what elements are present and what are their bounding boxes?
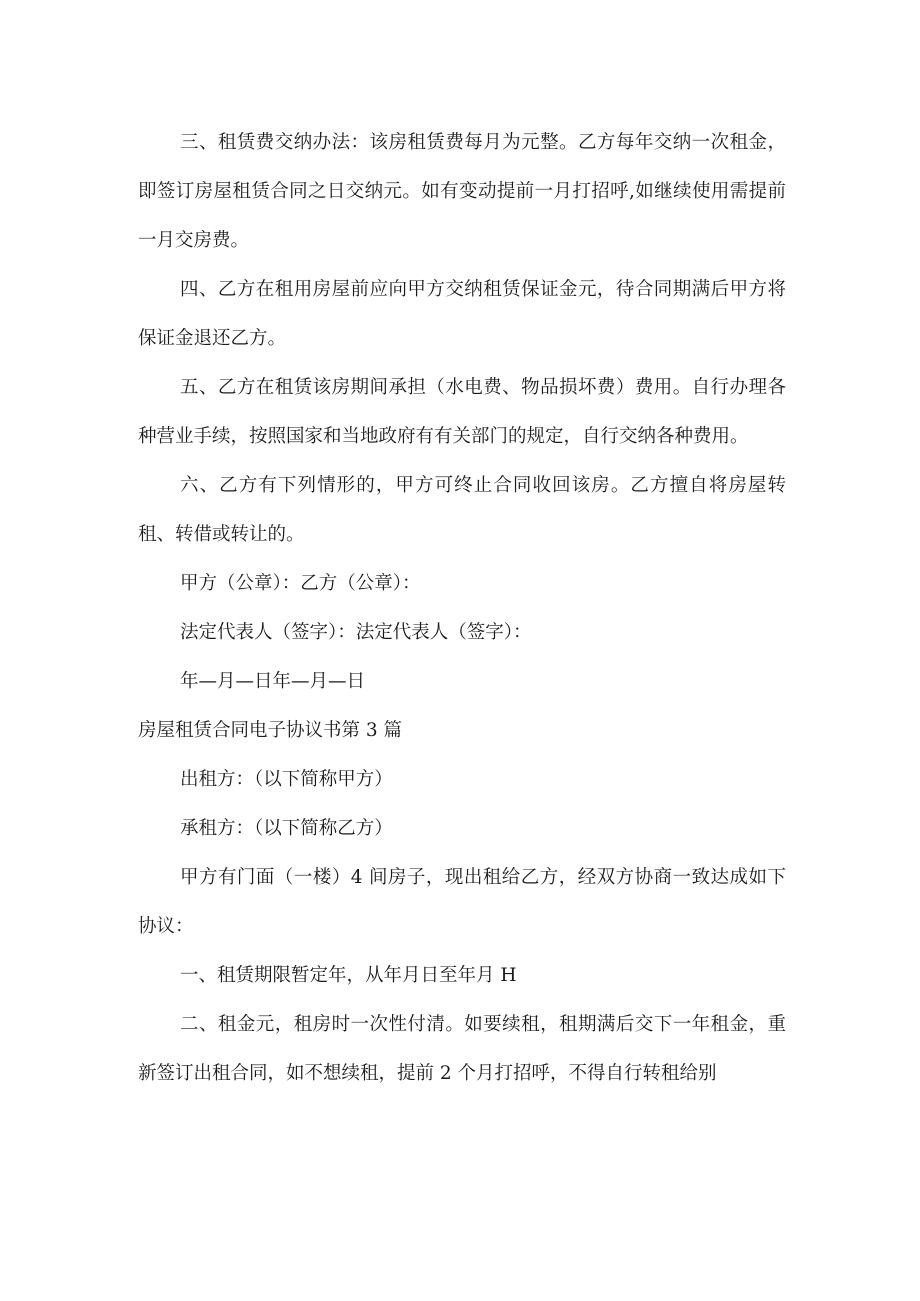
signature-representatives: 法定代表人（签字）：法定代表人（签字）：	[180, 622, 532, 643]
lessee-line: 承租方：（以下简称乙方）	[180, 818, 393, 839]
signature-dates: 年—月—日年—月—日	[180, 671, 366, 692]
clause-2-rent: 二、租金元，租房时一次性付清。如要续租，租期满后交下一年租金，重新签订出租合同，如不想续租，提前 2 个月打招呼，不得自行转租给别	[138, 1014, 786, 1084]
section-title: 房屋租赁合同电子协议书第 3 篇	[138, 720, 403, 741]
document-page	[138, 118, 786, 1098]
clause-1-term: 一、租赁期限暂定年，从年月日至年月 H	[180, 965, 517, 986]
clause-4-deposit: 四、乙方在租用房屋前应向甲方交纳租赁保证金元，待合同期满后甲方将保证金退还乙方。	[138, 279, 786, 349]
lessor-line: 出租方：（以下简称甲方）	[180, 769, 393, 790]
clause-5-expenses: 五、乙方在租赁该房期间承担（水电费、物品损坏费）费用。自行办理各种营业手续，按照国家和当地政府有有关部门的规定，自行交纳各种费用。	[138, 377, 786, 447]
clause-6-termination: 六、乙方有下列情形的，甲方可终止合同收回该房。乙方擅自将房屋转租、转借或转让的。	[138, 475, 786, 545]
clause-3-payment: 三、租赁费交纳办法：该房租赁费每月为元整。乙方每年交纳一次租金，即签订房屋租赁合同之日交纳元。如有变动提前一月打招呼,如继续使用需提前一月交房费。	[138, 132, 786, 251]
agreement-intro: 甲方有门面（一楼）4 间房子，现出租给乙方，经双方协商一致达成如下协议：	[138, 867, 786, 937]
signature-parties: 甲方（公章）：乙方（公章）：	[180, 573, 421, 594]
